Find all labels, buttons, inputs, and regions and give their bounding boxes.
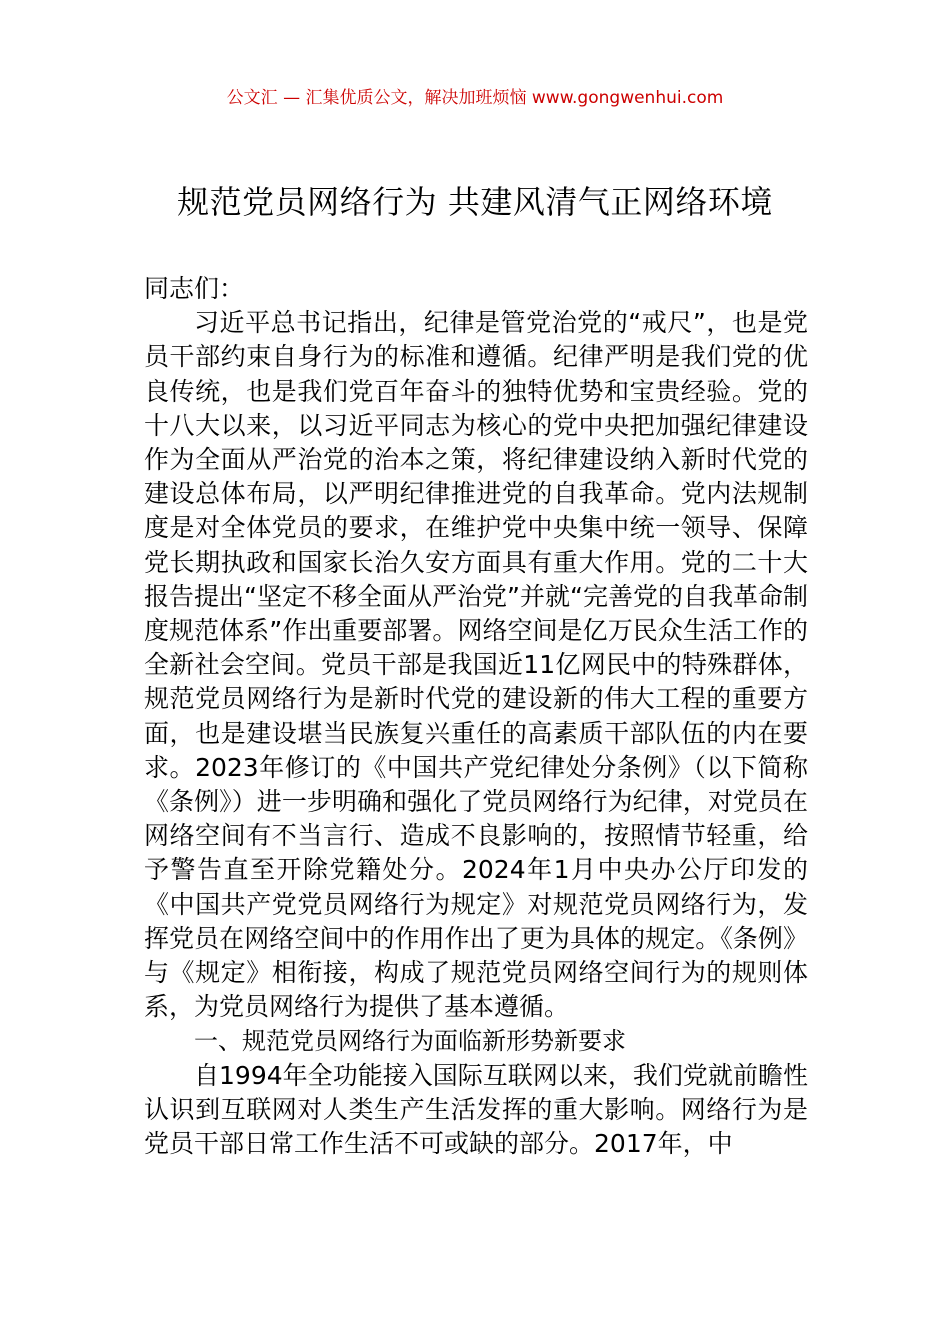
section-heading: 一、规范党员网络行为面临新形势新要求 [194,1027,626,1056]
salutation: 同志们： [144,274,245,303]
document-title: 规范党员网络行为 共建风清气正网络环境 [177,183,773,221]
document-body [144,272,808,1161]
paragraph: 自1994年全功能接入国际互联网以来，我们党就前瞻性认识到互联网对人类生产生活发挥的重大影响。网络行为是党员干部日常工作生活不可或缺的部分。2017年，中 [144,1060,808,1159]
paragraph: 习近平总书记指出，纪律是管党治党的“戒尺”，也是党员干部约束自身行为的标准和遵循。纪律严明是我们党的优良传统，也是我们党百年奋斗的独特优势和宝贵经验。党的十八大以来，以习近平同志为核心的党中央把加强纪律建设作为全面从严治党的治本之策，将纪律建设纳入新时代党的建设总体布局，以严明纪律推进党的自我革命。党内法规制度是对全体党员的要求，在维护党中央集中统一领导、保障党长期执政和国家长治久安方面具有重大作用。党的二十大报告提出“坚定不移全面从严治党”并就“完善党的自我革命制度规范体系”作出重要部署。网络空间是亿万民众生活工作的全新社会空间。党员干部是我国近11亿网民中的特殊群体，规范党员网络行为是新时代党的建设新的伟大工程的重要方面，也是建设堪当民族复兴重任的高素质干部队伍的内在要求。2023年修订的《中国共产党纪律处分条例》（以下简称《条例》）进一步明确和强化了党员网络行为纪律，对党员在网络空间有不当言行、造成不良影响的，按照情节轻重，给予警告直至开除党籍处分。2024年1月中央办公厅印发的《中国共产党党员网络行为规定》对规范党员网络行为，发挥党员在网络空间中的作用作出了更为具体的规定。《条例》与《规定》相衔接，构成了规范党员网络空间行为的规则体系，为党员网络行为提供了基本遵循。 [144,308,808,1022]
site-banner: 公文汇 — 汇集优质公文，解决加班烦恼 www.gongwenhui.com [226,88,724,108]
